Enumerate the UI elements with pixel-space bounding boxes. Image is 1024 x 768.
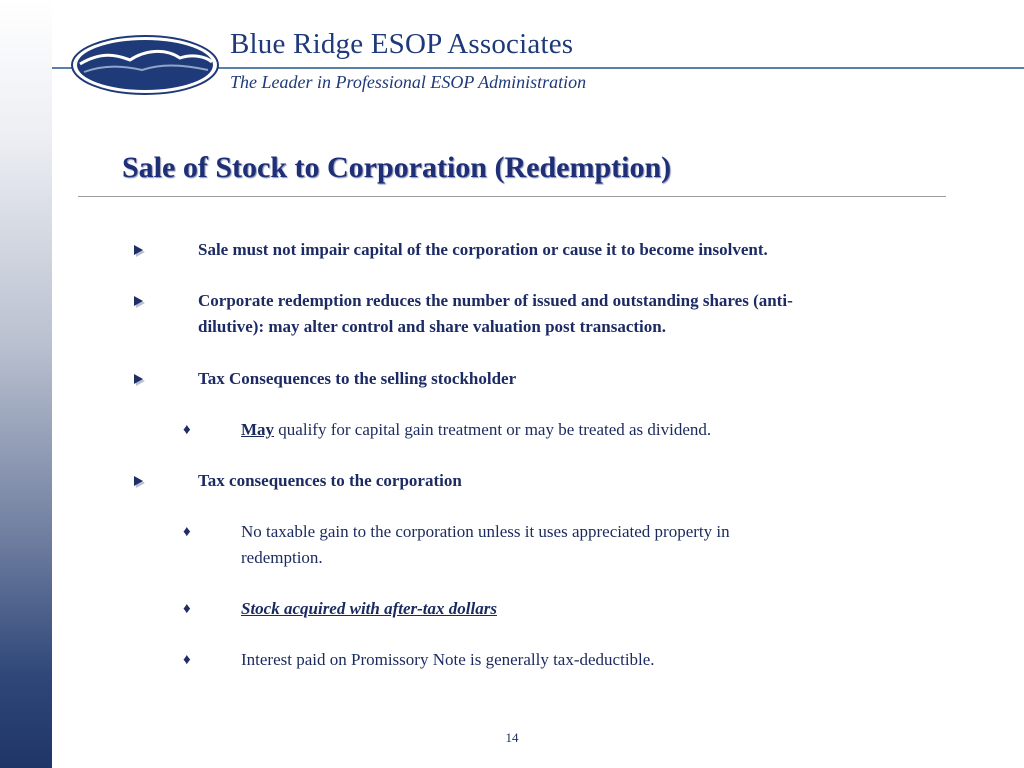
diamond-icon: ♦ (183, 422, 191, 438)
bullet-item: Sale must not impair capital of the corporation or cause it to become insolvent. (198, 240, 768, 259)
triangle-arrow-icon (134, 296, 143, 306)
sub-bullet-item: May qualify for capital gain treatment or may be treated as dividend. (241, 420, 712, 439)
diamond-icon: ♦ (183, 652, 191, 668)
sub-bullet-item-continuation: redemption. (241, 548, 323, 567)
sub-bullet-item (241, 596, 497, 622)
emphasis-after-tax: Stock acquired with after-tax dollars (241, 599, 497, 618)
slide-title: Sale of Stock to Corporation (Redemption) (122, 151, 672, 184)
sub-bullet-item: Interest paid on Promissory Note is generally tax-deductible. (241, 650, 655, 669)
triangle-arrow-icon (134, 245, 143, 255)
bullet-item-continuation: dilutive): may alter control and share valuation post transaction. (198, 317, 666, 336)
diamond-icon: ♦ (183, 601, 191, 617)
company-name: Blue Ridge ESOP Associates (230, 28, 574, 60)
diamond-icon: ♦ (183, 524, 191, 540)
bullet-item: Corporate redemption reduces the number of issued and outstanding shares (anti- (198, 291, 793, 310)
company-tagline: The Leader in Professional ESOP Administration (230, 72, 587, 92)
bullet-item: Tax Consequences to the selling stockholder (198, 369, 517, 388)
emphasis-may: May (241, 420, 275, 439)
page-number: 14 (505, 730, 519, 745)
sub-bullet-item: No taxable gain to the corporation unless it uses appreciated property in (241, 522, 730, 541)
triangle-arrow-icon (134, 374, 143, 384)
triangle-arrow-icon (134, 476, 143, 486)
bullet-item: Tax consequences to the corporation (198, 471, 462, 490)
